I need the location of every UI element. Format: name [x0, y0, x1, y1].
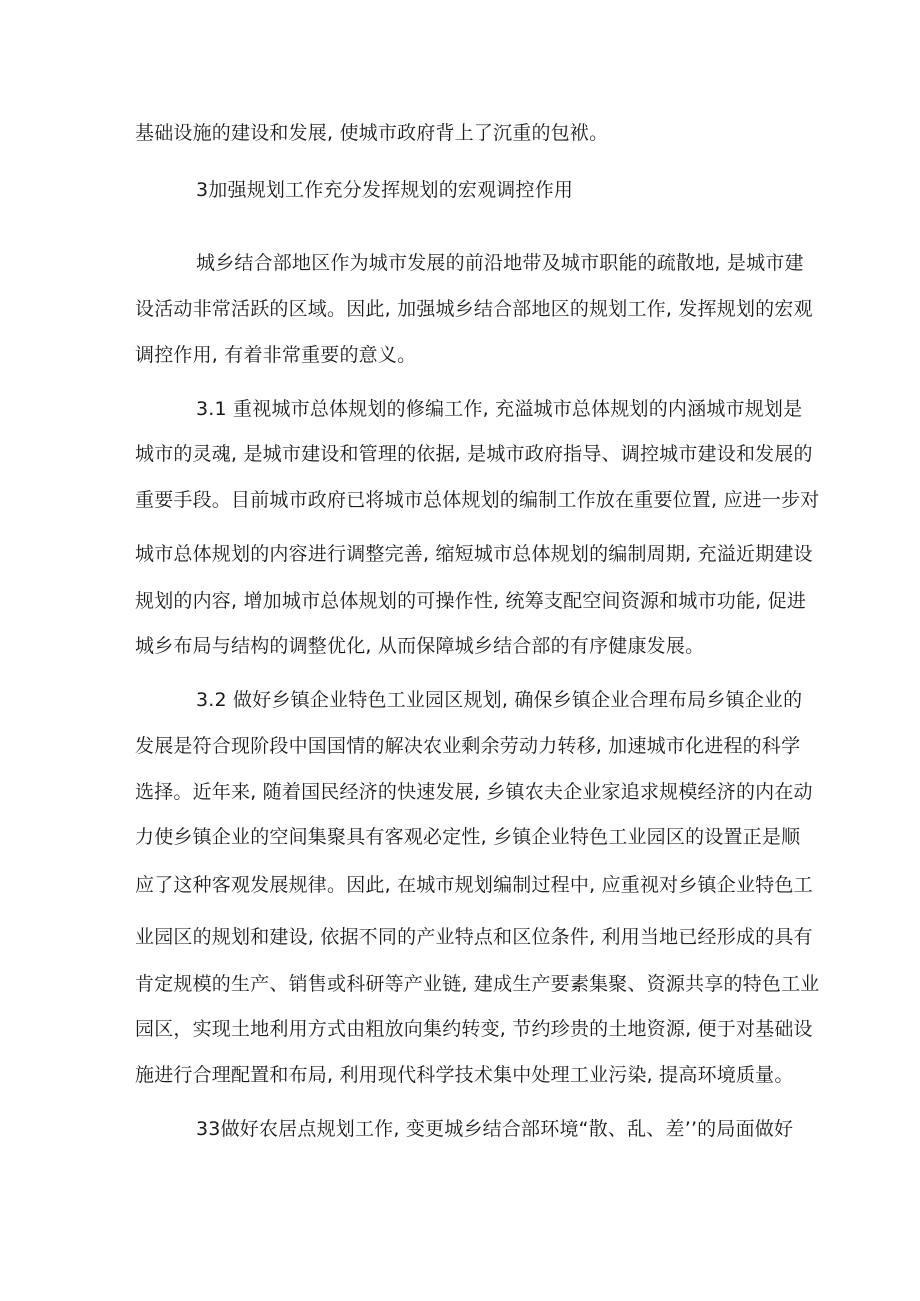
text-line-11: 城乡布局与结构的调整优化, 从而保障城乡结合部的有序健康发展。	[135, 635, 705, 657]
text-line-18: 肯定规模的生产、销售或科研等产业链, 建成生产要素集聚、资源共享的特色工业	[135, 973, 820, 995]
text-line-20: 施进行合理配置和布局, 利用现代科学技术集中处理工业污染, 提高环境质量。	[135, 1064, 794, 1086]
text-line-13: 发展是符合现阶段中国国情的解决农业剩余劳动力转移, 加速城市化进程的科学	[135, 735, 801, 757]
text-line-1: 基础设施的建设和发展, 使城市政府背上了沉重的包袱。	[135, 122, 609, 144]
text-line-6: 3.1 重视城市总体规划的修编工作, 充溢城市总体规划的内涵城市规划是	[196, 398, 803, 420]
text-line-9: 城市总体规划的内容进行调整完善, 缩短城市总体规划的编制周期, 充溢近期建设	[135, 543, 813, 565]
text-line-19: 园区，实现土地利用方式由粗放向集约转变, 节约珍贵的土地资源, 便于对基础设	[135, 1018, 813, 1040]
text-line-4: 设活动非常活跃的区域。因此, 加强城乡结合部地区的规划工作, 发挥规划的宏观	[135, 298, 813, 320]
text-line-5: 调控作用, 有着非常重要的意义。	[135, 344, 417, 366]
text-line-17: 业园区的规划和建设, 依据不同的产业特点和区位条件, 利用当地已经形成的具有	[135, 926, 813, 948]
text-line-12: 3.2 做好乡镇企业特色工业园区规划, 确保乡镇企业合理布局乡镇企业的	[196, 689, 803, 711]
section-heading-3: 3加强规划工作充分发挥规划的宏观调控作用	[196, 179, 574, 201]
text-line-16: 应了这种客观发展规律。因此, 在城市规划编制过程中, 应重视对乡镇企业特色工	[135, 874, 813, 896]
text-line-15: 力使乡镇企业的空间集聚具有客观必定性, 乡镇企业特色工业园区的设置正是顺	[135, 826, 801, 848]
text-line-3: 城乡结合部地区作为城市发展的前沿地带及城市职能的疏散地, 是城市建	[196, 252, 804, 274]
text-line-14: 选择。近年来, 随着国民经济的快速发展, 乡镇农夫企业家追求规模经济的内在动	[135, 781, 813, 803]
text-line-21: 33做好农居点规划工作, 变更城乡结合部环境“散、乱、差’’的局面做好	[196, 1118, 794, 1140]
text-line-7: 城市的灵魂, 是城市建设和管理的依据, 是城市政府指导、调控城市建设和发展的	[135, 443, 813, 465]
text-line-10: 规划的内容, 增加城市总体规划的可操作性, 统筹支配空间资源和城市功能, 促进	[135, 590, 807, 612]
text-line-8: 重要手段。目前城市政府已将城市总体规划的编制工作放在重要位置, 应进一步对	[135, 489, 820, 511]
